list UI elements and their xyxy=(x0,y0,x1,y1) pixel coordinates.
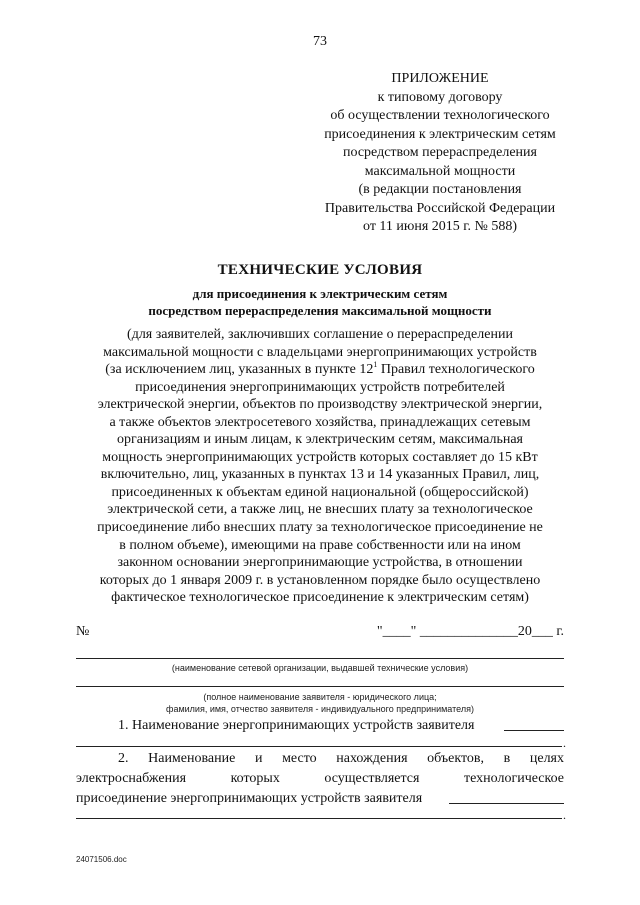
date-field[interactable]: "____" ______________20___ г. xyxy=(376,624,564,639)
footer-filename: 24071506.doc xyxy=(76,855,127,864)
caption-line: фамилия, имя, отчество заявителя - индивидуального предпринимателя) xyxy=(166,704,474,714)
item-2-blank-line[interactable] xyxy=(449,803,564,804)
item-2-last-line xyxy=(76,789,564,809)
paragraph-line: которых до 1 января 2009 г. в установленном порядке было осуществлено xyxy=(99,572,541,588)
item-2-line: 2. Наименование и место нахождения объектов, в целях xyxy=(118,751,564,766)
appendix-line: присоединения к электрическим сетям xyxy=(324,126,556,142)
appendix-line: Правительства Российской Федерации xyxy=(324,200,556,216)
paragraph-line: присоединения энергопринимающих устройств потребителей xyxy=(135,379,505,395)
paragraph-line: присоединение либо внесших плату за технологическое присоединение не xyxy=(97,520,543,536)
paragraph-line: фактическое технологическое присоединение к электрическим сетям) xyxy=(111,590,529,606)
item-1-continuation-line[interactable] xyxy=(76,746,562,747)
appendix-line: к типовому договору xyxy=(377,89,503,105)
number-label: № xyxy=(76,624,90,639)
paragraph-line: мощность энергопринимающих устройств которых составляет до 15 кВт xyxy=(102,449,538,465)
applicants-scope-paragraph xyxy=(70,326,570,607)
paragraph-line xyxy=(70,361,570,379)
document-subtitle xyxy=(0,285,640,319)
appendix-line: максимальной мощности xyxy=(364,163,516,179)
applicant-name-line[interactable] xyxy=(76,686,564,687)
paragraph-line: законном основании энергопринимающие устройства, в отношении xyxy=(117,555,523,571)
appendix-line: ПРИЛОЖЕНИЕ xyxy=(391,71,489,86)
paragraph-line: (для заявителей, заключивших соглашение о перераспределении xyxy=(127,327,513,342)
paragraph-line: организациям и иным лицам, к электрическим сетям, максимальная xyxy=(117,432,523,448)
item-1-label: 1. Наименование энергопринимающих устройств заявителя xyxy=(118,718,475,733)
item-2-paragraph xyxy=(76,749,564,809)
paragraph-line-start: (за исключением лиц, указанных в пункте 12 xyxy=(105,362,374,378)
subtitle-line: посредством перераспределения максимальной мощности xyxy=(148,303,492,318)
network-org-caption: (наименование сетевой организации, выдавшей технические условия) xyxy=(171,663,469,673)
paragraph-line: электрической сети, а также лиц, не внесших плату за технологическое xyxy=(107,502,533,518)
subtitle-line: для присоединения к электрическим сетям xyxy=(192,286,448,301)
appendix-line: посредством перераспределения xyxy=(343,145,537,160)
appendix-line: от 11 июня 2015 г. № 588) xyxy=(363,219,517,234)
appendix-line: (в редакции постановления xyxy=(358,182,522,197)
appendix-header xyxy=(300,70,580,237)
item-2-line: присоединение энергопринимающих устройств заявителя xyxy=(76,791,423,806)
appendix-line: об осуществлении технологического xyxy=(330,108,550,123)
paragraph-line: максимальной мощности с владельцами энергопринимающих устройств xyxy=(103,344,537,360)
line-end-dot: . xyxy=(563,808,566,822)
paragraph-line: присоединенных к объектам единой национальной (общероссийской) xyxy=(111,484,529,500)
paragraph-line-end: Правил технологического xyxy=(377,362,535,378)
document-title: ТЕХНИЧЕСКИЕ УСЛОВИЯ xyxy=(217,262,423,278)
number-date-row xyxy=(76,624,564,644)
paragraph-line: в полном объеме), имеющими на праве собственности или на ином xyxy=(119,537,521,553)
page-number: 73 xyxy=(313,34,327,49)
caption-line: (полное наименование заявителя - юридического лица; xyxy=(203,692,437,702)
item-2-continuation-line[interactable] xyxy=(76,818,562,819)
paragraph-line: электрической энергии, объектов по производству электрической энергии, xyxy=(97,397,543,413)
footnote-superscript: 1 xyxy=(373,360,378,370)
line-end-dot: . xyxy=(563,736,566,750)
applicant-caption xyxy=(76,691,564,715)
item-1-blank-line[interactable] xyxy=(504,730,564,731)
paragraph-line: включительно, лиц, указанных в пунктах 13 и 14 указанных Правил, лиц, xyxy=(100,467,540,483)
paragraph-line: а также объектов электросетевого хозяйства, принадлежащих сетевым xyxy=(109,414,531,430)
network-org-name-line[interactable] xyxy=(76,658,564,659)
item-2-line: электроснабжения которых осуществляется технологическое xyxy=(76,771,564,786)
